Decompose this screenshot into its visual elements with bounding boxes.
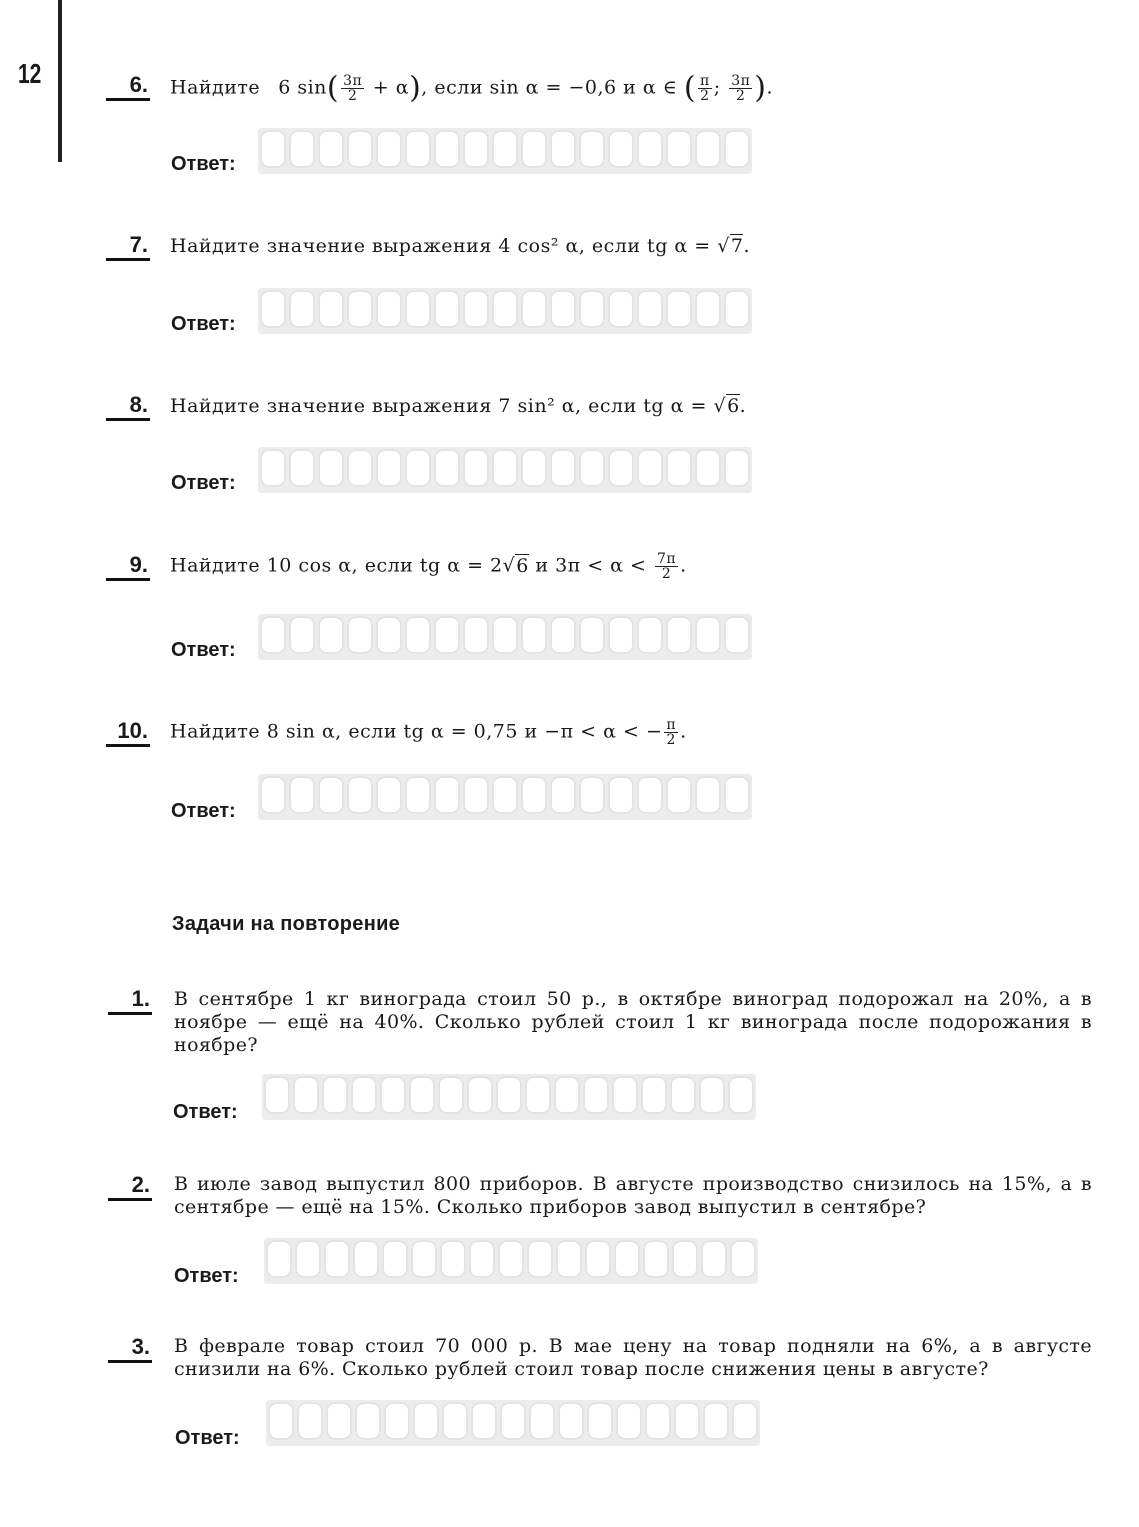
answer-cell[interactable]: [616, 1402, 642, 1440]
answer-cell[interactable]: [492, 449, 518, 487]
answer-field[interactable]: [258, 774, 752, 820]
answer-cell[interactable]: [376, 449, 402, 487]
task-statement: В июле завод выпустил 800 приборов. В августе производство снизилось на 15%, а в сентябре — ещё на 15%. Сколько приборов завод выпустил в сентябре?: [174, 1173, 1092, 1218]
answer-cell[interactable]: [405, 616, 431, 654]
answer-cell[interactable]: [382, 1240, 408, 1278]
answer-cell[interactable]: [413, 1402, 439, 1440]
answer-cell[interactable]: [467, 1076, 493, 1114]
answer-cell[interactable]: [608, 449, 634, 487]
task-number: 10.: [106, 718, 150, 747]
answer-cell[interactable]: [434, 776, 460, 814]
answer-cell[interactable]: [318, 449, 344, 487]
answer-cell[interactable]: [438, 1076, 464, 1114]
task-statement: Найдите значение выражения 4 cos² α, если tg α = √7.: [170, 235, 750, 257]
answer-cell[interactable]: [471, 1402, 497, 1440]
statement-text: Найдите значение выражения 7 sin² α, если tg α =: [170, 395, 714, 417]
answer-cell[interactable]: [695, 130, 721, 168]
answer-cell[interactable]: [643, 1240, 669, 1278]
answer-cell[interactable]: [405, 290, 431, 328]
task-number: 1.: [108, 986, 152, 1015]
answer-cell[interactable]: [347, 616, 373, 654]
statement-text: Найдите 8 sin α, если tg α = 0,75 и −π < α < −: [170, 720, 663, 743]
fraction: $\frac{\pi}{2}$: [666, 717, 677, 748]
answer-cell[interactable]: [347, 130, 373, 168]
answer-cell[interactable]: [492, 290, 518, 328]
answer-cell[interactable]: [521, 449, 547, 487]
task-statement: В сентябре 1 кг винограда стоил 50 р., в октябре виноград подорожал на 20%, а в ноябре — ещё на 40%. Сколько рублей стоил 1 кг винограда после подорожания в ноябре?: [174, 988, 1092, 1056]
answer-cell[interactable]: [558, 1402, 584, 1440]
statement-text: и 3π < α <: [528, 554, 653, 577]
answer-cell[interactable]: [492, 776, 518, 814]
task-number: 2.: [108, 1172, 152, 1201]
answer-label: Ответ:: [171, 313, 236, 335]
answer-cell[interactable]: [318, 130, 344, 168]
answer-cell[interactable]: [724, 776, 750, 814]
fraction: $\frac{3\pi}{2}$: [343, 73, 363, 104]
statement-text: Найдите: [170, 76, 261, 99]
answer-cell[interactable]: [695, 616, 721, 654]
answer-cell[interactable]: [550, 776, 576, 814]
answer-cell[interactable]: [376, 130, 402, 168]
task-number: 7.: [106, 232, 150, 261]
answer-cell[interactable]: [353, 1240, 379, 1278]
answer-cell[interactable]: [556, 1240, 582, 1278]
answer-cell[interactable]: [585, 1240, 611, 1278]
answer-field[interactable]: [264, 1238, 758, 1284]
answer-cell[interactable]: [318, 616, 344, 654]
statement-text: Найдите значение выражения 4 cos² α, если tg α =: [170, 235, 718, 257]
answer-cell[interactable]: [695, 290, 721, 328]
answer-cell[interactable]: [324, 1240, 350, 1278]
task-number: 8.: [106, 392, 150, 421]
answer-cell[interactable]: [521, 776, 547, 814]
answer-cell[interactable]: [637, 616, 663, 654]
answer-cell[interactable]: [724, 449, 750, 487]
answer-cell[interactable]: [376, 290, 402, 328]
section-title: Задачи на повторение: [172, 913, 401, 935]
answer-cell[interactable]: [264, 1076, 290, 1114]
answer-cell[interactable]: [703, 1402, 729, 1440]
answer-cell[interactable]: [376, 616, 402, 654]
answer-cell[interactable]: [469, 1240, 495, 1278]
answer-cell[interactable]: [695, 449, 721, 487]
answer-cell[interactable]: [376, 776, 402, 814]
answer-cell[interactable]: [666, 449, 692, 487]
answer-cell[interactable]: [411, 1240, 437, 1278]
answer-cell[interactable]: [666, 130, 692, 168]
answer-cell[interactable]: [463, 130, 489, 168]
answer-cell[interactable]: [347, 776, 373, 814]
answer-cell[interactable]: [409, 1076, 435, 1114]
answer-field[interactable]: [258, 614, 752, 660]
fraction: $\frac{7\pi}{2}$: [657, 551, 677, 582]
answer-field[interactable]: [258, 447, 752, 493]
square-root: 7: [730, 235, 744, 257]
answer-cell[interactable]: [550, 130, 576, 168]
task-number: 3.: [108, 1334, 152, 1363]
answer-cell[interactable]: [289, 616, 315, 654]
task-statement: Найдите 6 sin( $\frac{3\pi}{2}$ + α), если sin α = −0,6 и α ∈ ( $\frac{\pi}{2}$ ; $\frac{3\pi}{2}$ ).: [170, 70, 774, 106]
answer-label: Ответ:: [171, 639, 236, 661]
answer-cell[interactable]: [724, 130, 750, 168]
answer-cell[interactable]: [442, 1402, 468, 1440]
answer-cell[interactable]: [641, 1076, 667, 1114]
answer-field[interactable]: [258, 128, 752, 174]
answer-cell[interactable]: [550, 616, 576, 654]
answer-cell[interactable]: [525, 1076, 551, 1114]
answer-cell[interactable]: [260, 290, 286, 328]
answer-cell[interactable]: [666, 616, 692, 654]
answer-cell[interactable]: [730, 1240, 756, 1278]
answer-cell[interactable]: [608, 776, 634, 814]
answer-cell[interactable]: [579, 776, 605, 814]
answer-cell[interactable]: [645, 1402, 671, 1440]
answer-cell[interactable]: [463, 290, 489, 328]
answer-cell[interactable]: [521, 130, 547, 168]
answer-label: Ответ:: [171, 472, 236, 494]
answer-cell[interactable]: [728, 1076, 754, 1114]
statement-text: Найдите 10 cos α, если tg α = 2: [170, 554, 503, 577]
task-number: 9.: [106, 552, 150, 581]
answer-cell[interactable]: [268, 1402, 294, 1440]
answer-cell[interactable]: [672, 1240, 698, 1278]
answer-cell[interactable]: [608, 290, 634, 328]
answer-label: Ответ:: [174, 1265, 239, 1287]
answer-cell[interactable]: [405, 130, 431, 168]
answer-cell[interactable]: [405, 449, 431, 487]
square-root: 6: [727, 395, 740, 417]
answer-cell[interactable]: [724, 616, 750, 654]
statement-text: 6 sin: [278, 76, 327, 99]
answer-cell[interactable]: [289, 776, 315, 814]
answer-cell[interactable]: [405, 776, 431, 814]
answer-cell[interactable]: [724, 290, 750, 328]
answer-cell[interactable]: [289, 290, 315, 328]
statement-text: + α: [372, 76, 410, 99]
square-root: 6: [516, 554, 529, 577]
answer-cell[interactable]: [384, 1402, 410, 1440]
answer-cell[interactable]: [318, 290, 344, 328]
answer-label: Ответ:: [171, 800, 236, 822]
answer-cell[interactable]: [732, 1402, 758, 1440]
answer-cell[interactable]: [666, 776, 692, 814]
answer-cell[interactable]: [614, 1240, 640, 1278]
answer-cell[interactable]: [500, 1402, 526, 1440]
statement-text: , если sin α = −0,6 и α ∈: [421, 76, 678, 99]
answer-cell[interactable]: [289, 130, 315, 168]
answer-cell[interactable]: [492, 130, 518, 168]
answer-cell[interactable]: [587, 1402, 613, 1440]
answer-cell[interactable]: [608, 616, 634, 654]
answer-cell[interactable]: [440, 1240, 466, 1278]
answer-cell[interactable]: [579, 290, 605, 328]
answer-cell[interactable]: [666, 290, 692, 328]
answer-cell[interactable]: [583, 1076, 609, 1114]
answer-cell[interactable]: [347, 290, 373, 328]
answer-cell[interactable]: [550, 290, 576, 328]
answer-cell[interactable]: [695, 776, 721, 814]
answer-cell[interactable]: [297, 1402, 323, 1440]
answer-cell[interactable]: [579, 616, 605, 654]
answer-cell[interactable]: [529, 1402, 555, 1440]
answer-field[interactable]: [258, 288, 752, 334]
answer-cell[interactable]: [326, 1402, 352, 1440]
answer-cell[interactable]: [637, 449, 663, 487]
task-number: 6.: [106, 72, 150, 101]
answer-cell[interactable]: [498, 1240, 524, 1278]
answer-field[interactable]: [266, 1400, 760, 1446]
answer-cell[interactable]: [637, 130, 663, 168]
fraction: $\frac{\pi}{2}$: [700, 73, 710, 104]
answer-label: Ответ:: [171, 153, 236, 175]
task-statement: Найдите 8 sin α, если tg α = 0,75 и −π < α < − $\frac{\pi}{2}$ .: [170, 717, 687, 748]
answer-cell[interactable]: [380, 1076, 406, 1114]
answer-cell[interactable]: [496, 1076, 522, 1114]
answer-cell[interactable]: [322, 1076, 348, 1114]
answer-cell[interactable]: [521, 616, 547, 654]
answer-cell[interactable]: [550, 449, 576, 487]
answer-cell[interactable]: [434, 290, 460, 328]
answer-cell[interactable]: [463, 616, 489, 654]
fraction: $\frac{3\pi}{2}$: [731, 73, 751, 104]
answer-cell[interactable]: [295, 1240, 321, 1278]
answer-cell[interactable]: [637, 290, 663, 328]
answer-cell[interactable]: [434, 130, 460, 168]
answer-cell[interactable]: [699, 1076, 725, 1114]
answer-cell[interactable]: [637, 776, 663, 814]
answer-cell[interactable]: [260, 130, 286, 168]
answer-cell[interactable]: [318, 776, 344, 814]
answer-cell[interactable]: [434, 449, 460, 487]
answer-cell[interactable]: [347, 449, 373, 487]
task-statement: В феврале товар стоил 70 000 р. В мае цену на товар подняли на 6%, а в августе снизили на 6%. Сколько рублей стоил товар после снижения цены в августе?: [174, 1335, 1092, 1380]
answer-cell[interactable]: [293, 1076, 319, 1114]
answer-cell[interactable]: [463, 776, 489, 814]
answer-cell[interactable]: [554, 1076, 580, 1114]
answer-label: Ответ:: [173, 1101, 238, 1123]
task-statement: Найдите 10 cos α, если tg α = 2√6 и 3π < α < $\frac{7\pi}{2}$ .: [170, 551, 687, 582]
answer-cell[interactable]: [266, 1240, 292, 1278]
page-number: 12: [18, 58, 42, 89]
answer-cell[interactable]: [260, 449, 286, 487]
answer-cell[interactable]: [434, 616, 460, 654]
answer-field[interactable]: [262, 1074, 756, 1120]
answer-cell[interactable]: [608, 130, 634, 168]
answer-cell[interactable]: [612, 1076, 638, 1114]
answer-cell[interactable]: [579, 449, 605, 487]
answer-cell[interactable]: [674, 1402, 700, 1440]
answer-label: Ответ:: [175, 1427, 240, 1449]
margin-bar: [58, 0, 62, 162]
answer-cell[interactable]: [527, 1240, 553, 1278]
answer-cell[interactable]: [701, 1240, 727, 1278]
answer-cell[interactable]: [260, 616, 286, 654]
task-statement: Найдите значение выражения 7 sin² α, если tg α = √6.: [170, 395, 747, 417]
answer-cell[interactable]: [289, 449, 315, 487]
answer-cell[interactable]: [670, 1076, 696, 1114]
answer-cell[interactable]: [351, 1076, 377, 1114]
answer-cell[interactable]: [579, 130, 605, 168]
answer-cell[interactable]: [492, 616, 518, 654]
answer-cell[interactable]: [463, 449, 489, 487]
answer-cell[interactable]: [260, 776, 286, 814]
answer-cell[interactable]: [521, 290, 547, 328]
answer-cell[interactable]: [355, 1402, 381, 1440]
